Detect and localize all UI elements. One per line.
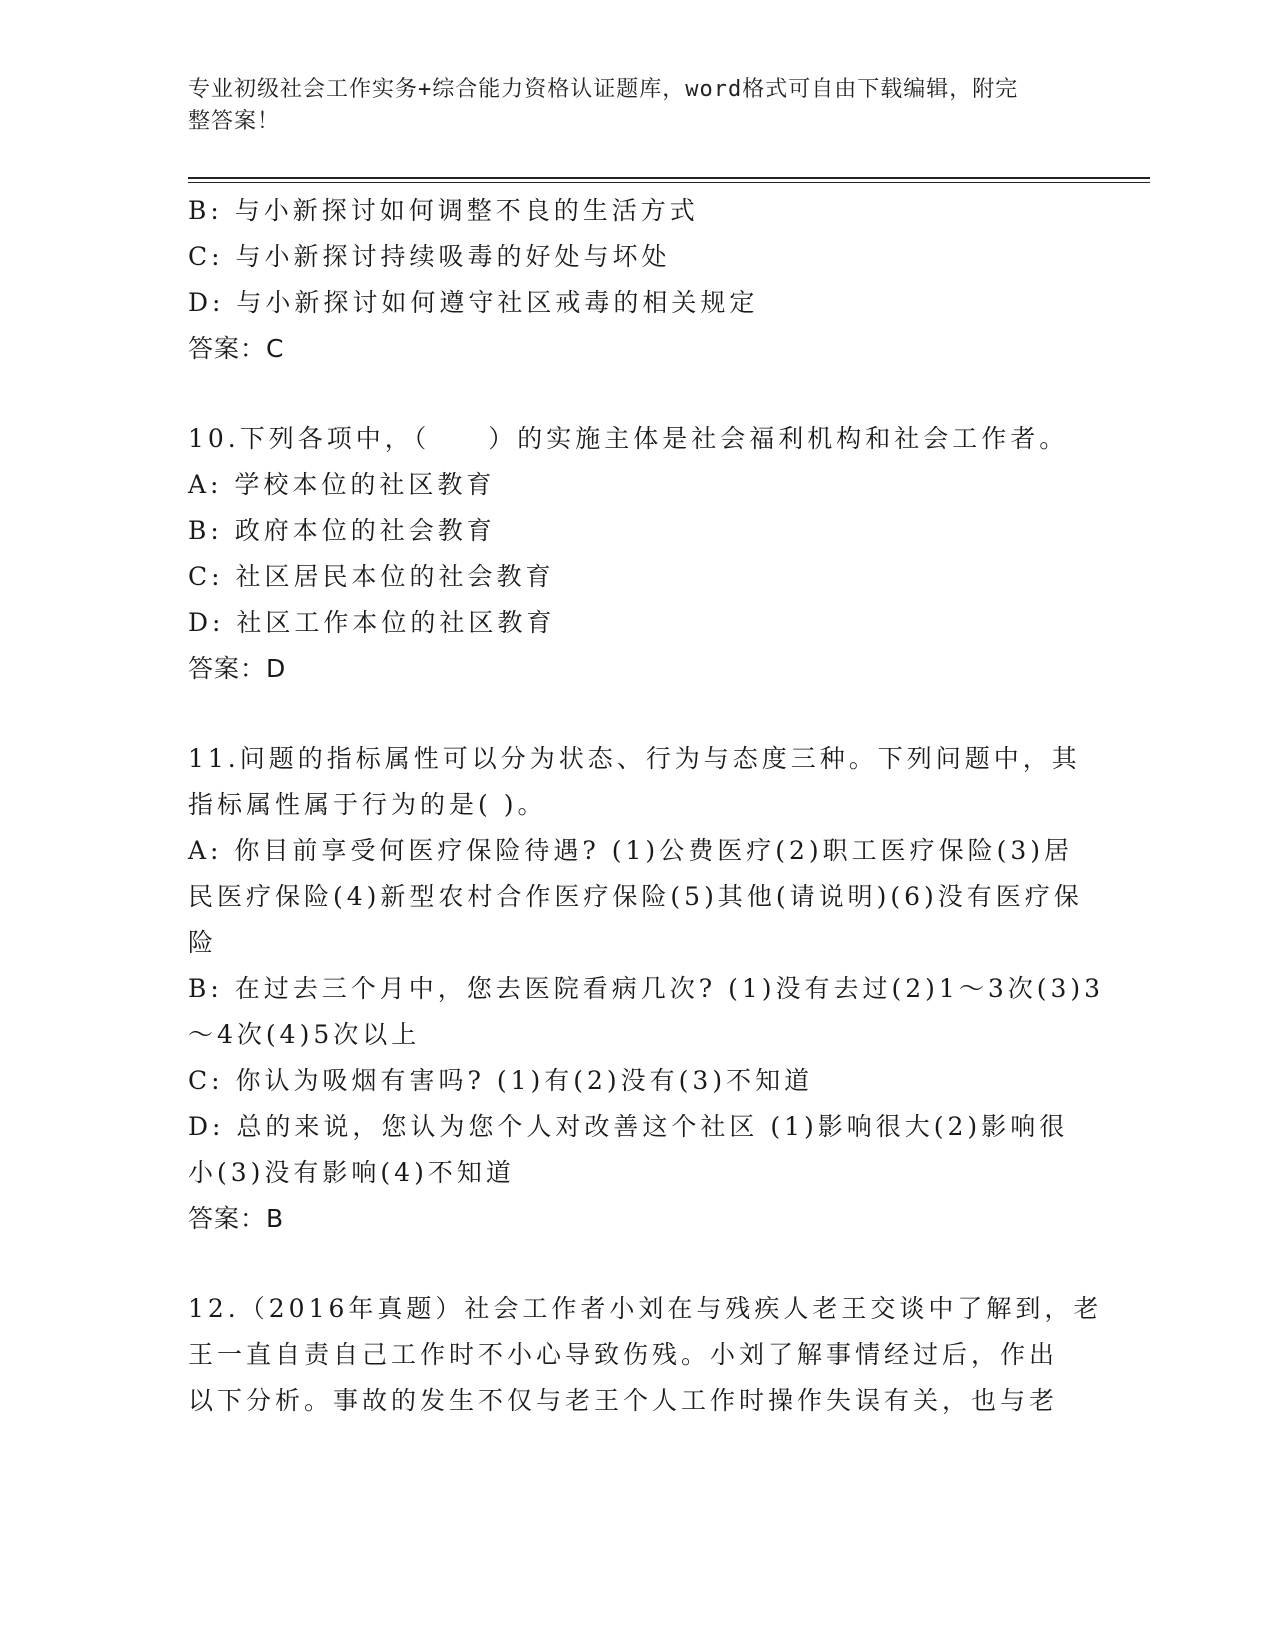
q9-option-b: B: 与小新探讨如何调整不良的生活方式 [188,196,699,225]
question-12 [188,1286,1103,1424]
q9-answer: 答案：C [188,334,285,363]
q9-option-d: D: 与小新探讨如何遵守社区戒毒的相关规定 [188,288,759,317]
q9-option-c: C: 与小新探讨持续吸毒的好处与坏处 [188,242,671,271]
q10-option-c: C: 社区居民本位的社会教育 [188,562,555,591]
spacer [188,372,1078,416]
q11-option-a-line-3: 险 [188,928,218,957]
q12-stem-line-2: 王一直自责自己工作时不小心导致伤残。小刘了解事情经过后，作出 [188,1340,1059,1369]
q10-stem: 10.下列各项中，（ ）的实施主体是社会福利机构和社会工作者。 [188,424,1069,453]
page-header [188,74,1078,138]
q11-stem-line-2: 指标属性属于行为的是( )。 [188,790,547,819]
q11-option-c: C: 你认为吸烟有害吗? (1)有(2)没有(3)不知道 [188,1066,814,1095]
q11-option-d-line-1: D: 总的来说，您认为您个人对改善这个社区 (1)影响很大(2)影响很 [188,1112,1069,1141]
q11-option-a-line-1: A: 你目前享受何医疗保险待遇? (1)公费医疗(2)职工医疗保险(3)居 [188,836,1074,865]
q10-option-a: A: 学校本位的社区教育 [188,470,496,499]
spacer [188,692,1078,736]
spacer [188,1242,1078,1286]
question-10 [188,416,1078,692]
q11-option-b-line-2: ～4次(4)5次以上 [188,1020,421,1049]
q11-stem-line-1: 11.问题的指标属性可以分为状态、行为与态度三种。下列问题中，其 [188,744,1081,773]
q11-option-d-line-2: 小(3)没有影响(4)不知道 [188,1158,515,1187]
q12-stem-line-1: 12.（2016年真题）社会工作者小刘在与残疾人老王交谈中了解到，老 [188,1294,1103,1323]
question-9 [188,188,1078,372]
q11-option-b-line-1: B: 在过去三个月中，您去医院看病几次? (1)没有去过(2)1～3次(3)3 [188,974,1105,1003]
header-title-line-2: 整答案！ [188,109,281,134]
question-11 [188,736,1105,1242]
header-title-line-1: 专业初级社会工作实务+综合能力资格认证题库，word格式可自由下载编辑，附完 [188,77,1019,102]
q11-option-a-line-2: 民医疗保险(4)新型农村合作医疗保险(5)其他(请说明)(6)没有医疗保 [188,882,1083,911]
q12-stem-line-3: 以下分析。事故的发生不仅与老王个人工作时操作失误有关，也与老 [188,1386,1059,1415]
q11-answer: 答案：B [188,1204,285,1233]
document-body [188,188,1105,1424]
q10-option-b: B: 政府本位的社会教育 [188,516,496,545]
header-divider-thick [188,177,1150,179]
header-divider-thin [188,182,1150,183]
q10-option-d: D: 社区工作本位的社区教育 [188,608,556,637]
q10-answer: 答案：D [188,654,287,683]
